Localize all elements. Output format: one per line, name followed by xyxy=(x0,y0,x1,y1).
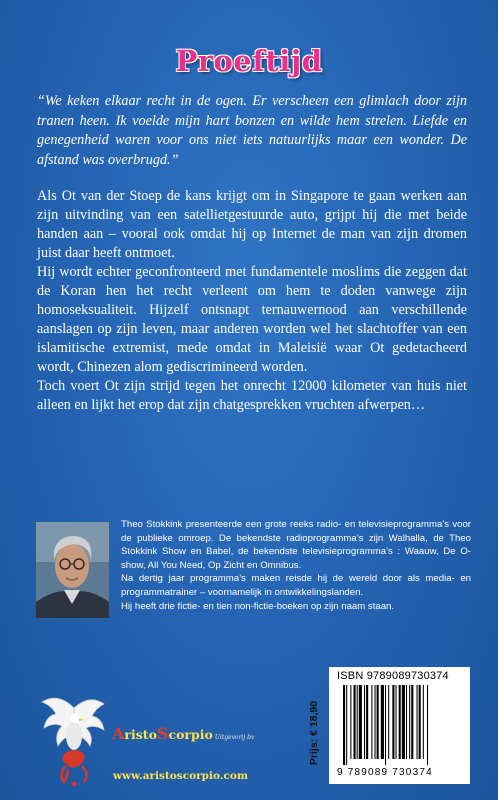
publisher-name-initial-a: A xyxy=(112,724,125,743)
isbn-label: ISBN 9789089730374 xyxy=(337,670,449,682)
publisher-name xyxy=(112,724,254,743)
synopsis xyxy=(37,187,467,415)
book-title: Proeftijd xyxy=(175,44,323,78)
synopsis-paragraph-3: Toch voert Ot zijn strijd tegen het onrecht 12000 kilometer van huis niet alleen en lijkt het erop dat zijn chatgesprekken vruchten afwerpen… xyxy=(37,378,467,413)
bio-paragraph-3: Hij heeft drie fictie- en tien non-fictie-boeken op zijn naam staan. xyxy=(121,600,395,612)
publisher-name-part1: risto xyxy=(124,727,157,742)
eagle-scorpio-logo-icon xyxy=(38,688,110,793)
synopsis-paragraph-1: Als Ot van der Stoep de kans krijgt om in Singapore te gaan werken aan zijn uitvinding van een satellietgestuurde auto, grijpt hij die met beide handen aan – vooral ook omdat hij op Internet de man van zijn dromen juist daar heeft ontmoet. xyxy=(37,188,467,261)
publisher-website[interactable]: www.aristoscorpio.com xyxy=(113,770,248,782)
barcode-bars xyxy=(343,685,456,765)
publisher-suffix: Uitgeverij bv xyxy=(214,734,255,741)
price-label xyxy=(304,683,324,783)
publisher-name-initial-s: S xyxy=(156,724,169,743)
synopsis-paragraph-2: Hij wordt echter geconfronteerd met fundamentele moslims die zeggen dat de Koran hen het recht verleent om hem te doden vanwege zijn homoseksualiteit. Hijzelf ontsnapt ternauwernood aan verschillende aanslagen op zijn leven, maar anderen worden wel het slachtoffer van een islamitische extremist, mede omdat in Maleisië waar Ot gedetacheerd wordt, Chinezen alom gediscrimineerd worden. xyxy=(37,264,467,375)
author-photo xyxy=(36,522,109,618)
publisher-name-part2: corpio xyxy=(168,727,213,742)
price-text: Prijs: € 18,90 xyxy=(308,700,320,766)
bio-paragraph-1: Theo Stokkink presenteerde een grote reeks radio- en televisieprogramma’s voor de publieke omroep. De bekendste radioprogramma’s zijn Walhalla, de Theo Stokkink Show en Babel, de bekendste televisieprogramma’s : Waauw, De O-show, All You Need, Op Zicht en Omnibus. xyxy=(121,519,471,571)
barcode-digits: 9 789089 730374 xyxy=(337,767,433,778)
isbn-barcode xyxy=(329,667,470,784)
excerpt-quote: “We keken elkaar recht in de ogen. Er verscheen een glimlach door zijn tranen heen. Ik voelde mijn hart bonzen en wilde hem strelen. Liefde en genegenheid waren voor ons niet iets natuurlijks maar een wonder. De afstand was overbrugd.” xyxy=(37,93,467,168)
bio-paragraph-2: Na dertig jaar programma’s maken reisde hij de wereld door als media- en programmatrainer – voornamelijk in ontwikkelingslanden. xyxy=(121,573,471,598)
author-bio xyxy=(121,518,471,613)
